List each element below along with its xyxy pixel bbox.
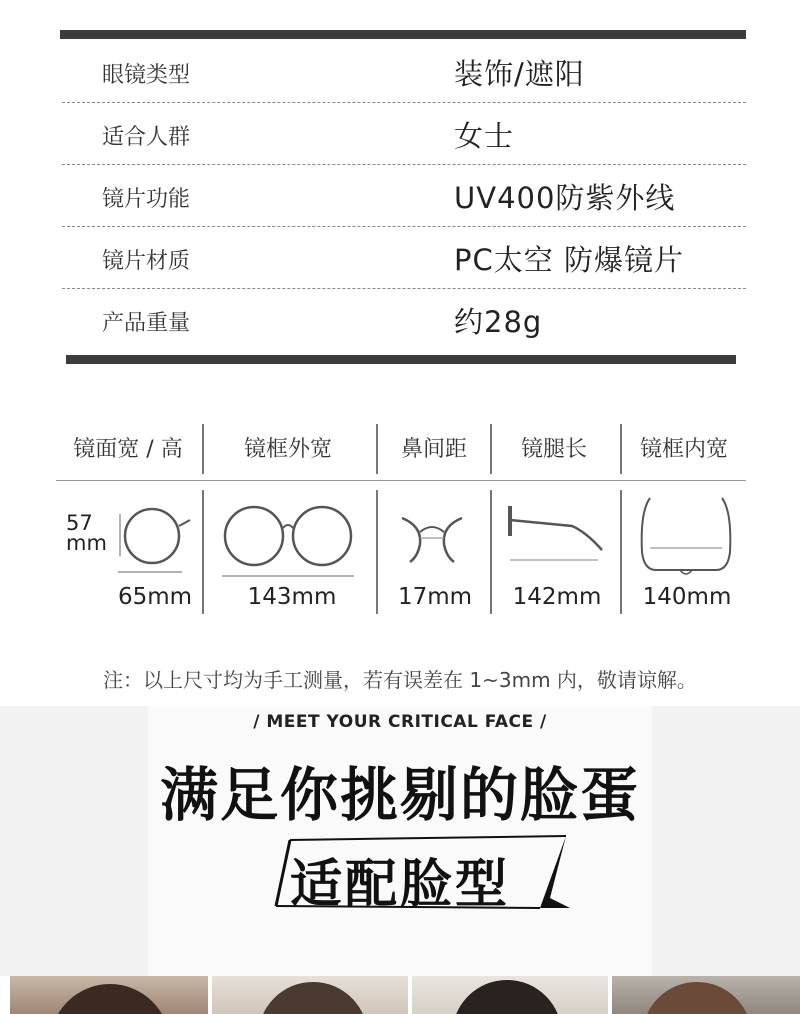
measure-header-nose: 鼻间距 bbox=[400, 437, 467, 462]
column-divider bbox=[620, 490, 622, 614]
column-divider bbox=[376, 424, 378, 474]
model-photo-3 bbox=[412, 976, 608, 1014]
spec-value: 装饰/遮阳 bbox=[454, 57, 585, 91]
temple-length-icon bbox=[502, 492, 610, 582]
spec-row-function bbox=[62, 164, 746, 226]
measure-header-frame-inner: 镜框内宽 bbox=[639, 437, 728, 462]
lens-height-value bbox=[66, 513, 107, 553]
promo-headline: 满足你挑剔的脸蛋 bbox=[159, 761, 640, 829]
spec-value: 约28g bbox=[454, 305, 543, 339]
measure-value-nose: 17mm bbox=[397, 584, 473, 610]
spec-label: 产品重量 bbox=[102, 311, 191, 336]
spec-row-material bbox=[62, 226, 746, 288]
spec-label: 眼镜类型 bbox=[102, 63, 191, 88]
spec-value: 女士 bbox=[454, 119, 515, 153]
measurement-note: 注：以上尺寸均为手工测量，若有误差在 1~3mm 内，敬请谅解。 bbox=[103, 668, 697, 692]
spec-label: 适合人群 bbox=[102, 125, 191, 150]
model-photo-1 bbox=[10, 976, 208, 1014]
spec-row-audience bbox=[62, 102, 746, 164]
spec-label: 镜片功能 bbox=[102, 187, 191, 212]
promo-subtitle: 适配脸型 bbox=[289, 855, 510, 915]
lens-height-number: 57 bbox=[66, 511, 93, 535]
nose-bridge-icon bbox=[396, 492, 468, 582]
frame-outer-width-icon bbox=[218, 492, 358, 582]
column-divider bbox=[490, 490, 492, 614]
model-photo-2 bbox=[212, 976, 408, 1014]
column-divider bbox=[376, 490, 378, 614]
measure-value-frame-inner: 140mm bbox=[642, 584, 732, 610]
lens-width-height-icon bbox=[110, 492, 196, 582]
spec-table-bottom-bar bbox=[66, 355, 736, 364]
column-divider bbox=[202, 490, 204, 614]
model-photo-4 bbox=[612, 976, 800, 1014]
spec-value: UV400防紫外线 bbox=[454, 181, 676, 215]
measure-header-temple: 镜腿长 bbox=[520, 437, 587, 462]
spec-value: PC太空 防爆镜片 bbox=[454, 243, 684, 277]
measure-header-divider bbox=[56, 480, 746, 481]
column-divider bbox=[202, 424, 204, 474]
spec-table-top-bar bbox=[60, 30, 746, 39]
measure-value-temple: 142mm bbox=[512, 584, 602, 610]
measure-header-lens: 镜面宽 / 高 bbox=[73, 437, 183, 462]
column-divider bbox=[490, 424, 492, 474]
measure-value-lens: 65mm bbox=[117, 584, 193, 610]
spec-row-type bbox=[62, 40, 746, 102]
frame-inner-width-icon bbox=[636, 492, 736, 582]
lens-height-unit: mm bbox=[66, 531, 107, 555]
promo-tagline: / MEET YOUR CRITICAL FACE / bbox=[253, 712, 547, 732]
spec-label: 镜片材质 bbox=[102, 249, 191, 274]
spec-row-weight bbox=[62, 288, 746, 350]
measure-value-frame-outer: 143mm bbox=[247, 584, 337, 610]
measure-header-frame-outer: 镜框外宽 bbox=[243, 437, 332, 462]
column-divider bbox=[620, 424, 622, 474]
